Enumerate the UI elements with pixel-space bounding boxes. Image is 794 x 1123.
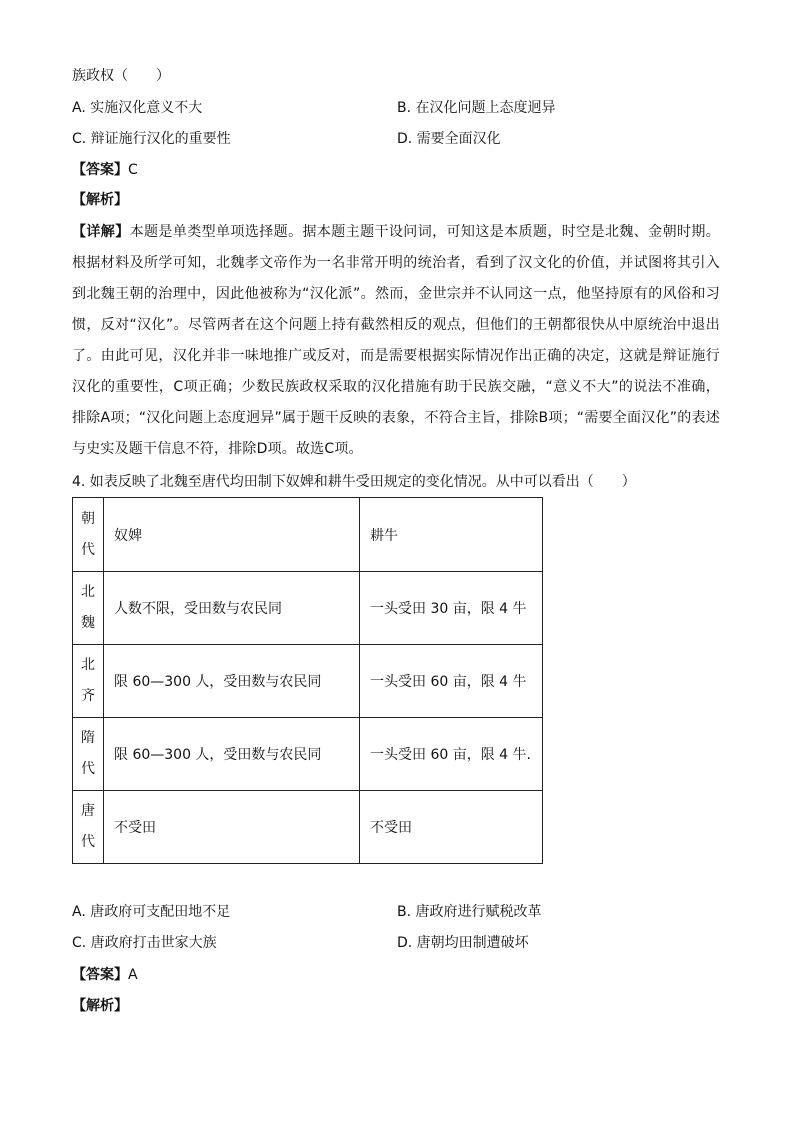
row-oxen-cell: 一头受田 60 亩，限 4 牛 [360, 645, 543, 718]
q4-option-c: C. 唐政府打击世家大族 [72, 935, 217, 951]
q3-answer-value: C [128, 162, 138, 178]
row-era-char-2: 代 [81, 761, 95, 777]
q3-option-d: D. 需要全面汉化 [397, 131, 501, 147]
row-era-cell [73, 718, 104, 791]
header-slaves-cell: 奴婢 [104, 498, 360, 572]
row-oxen-cell: 一头受田 30 亩，限 4 牛 [360, 572, 543, 645]
row-era-char-1: 隋 [81, 730, 95, 746]
q4-option-a: A. 唐政府可支配田地不足 [72, 904, 231, 920]
row-slaves-cell: 人数不限，受田数与农民同 [104, 572, 360, 645]
q4-answer-label: 【答案】 [72, 967, 128, 983]
q4-answer [72, 965, 138, 985]
q3-option-a: A. 实施汉化意义不大 [72, 100, 203, 116]
q3-analysis-label [72, 190, 128, 210]
row-era-char-2: 代 [81, 834, 95, 850]
land-allocation-table [72, 497, 543, 864]
header-era-char-1: 朝 [81, 510, 95, 527]
row-era-char-2: 齐 [81, 688, 95, 704]
q3-answer-label: 【答案】 [72, 162, 128, 178]
q3-answer [72, 160, 138, 180]
row-era-char-1: 北 [81, 657, 95, 673]
q3-analysis-heading: 【解析】 [72, 192, 128, 208]
q3-option-b: B. 在汉化问题上态度迥异 [397, 100, 556, 116]
q3-detail-text: 本题是单类型单项选择题。据本题主题干设问词，可知这是本质题，时空是北魏、金朝时期。根据材料及所学可知，北魏孝文帝作为一名非常开明的统治者，看到了汉文化的价值，并试图将其引入到北魏王朝的治理中，因此他被称为“汉化派”。然而，金世宗并不认同这一点，他坚持原有的风俗和习惯，反对“汉化”。尽管两者在这个问题上持有截然相反的观点，但他们的王朝都很快从中原统治中退出了。由此可见，汉化并非一味地推广或反对，而是需要根据实际情况作出正确的决定，这就是辩证施行汉化的重要性，C项正确；少数民族政权采取的汉化措施有助于民族交融，“意义不大”的说法不准确，排除A项；“汉化问题上态度迥异”属于题干反映的表象，不符合主旨，排除B项；“需要全面汉化”的表述与史实及题干信息不符，排除D项。故选C项。 [72, 224, 720, 457]
row-era-char-1: 北 [81, 584, 95, 600]
q4-option-d: D. 唐朝均田制遭破坏 [397, 935, 529, 951]
q4-answer-value: A [128, 967, 138, 983]
q4-option-b: B. 唐政府进行赋税改革 [397, 904, 542, 920]
table-row [73, 572, 543, 645]
table-row [73, 718, 543, 791]
q4-analysis-heading: 【解析】 [72, 998, 128, 1014]
table-row [73, 791, 543, 864]
header-era-cell [73, 498, 104, 572]
header-era-char-2: 代 [81, 541, 95, 558]
row-era-char-1: 唐 [81, 803, 95, 819]
row-era-char-2: 魏 [81, 615, 95, 631]
row-slaves-cell: 限 60—300 人，受田数与农民同 [104, 718, 360, 791]
header-oxen-cell: 耕牛 [360, 498, 543, 572]
question-3-stem-tail: 族政权（ ） [72, 68, 170, 84]
question-4-stem: 4. 如表反映了北魏至唐代均田制下奴婢和耕牛受田规定的变化情况。从中可以看出（ ） [72, 474, 636, 490]
row-era-cell [73, 572, 104, 645]
row-era-cell [73, 791, 104, 864]
row-slaves-cell: 限 60—300 人，受田数与农民同 [104, 645, 360, 718]
table-header-row [73, 498, 543, 572]
table-row [73, 645, 543, 718]
q3-option-c: C. 辩证施行汉化的重要性 [72, 131, 231, 147]
row-slaves-cell: 不受田 [104, 791, 360, 864]
row-era-cell [73, 645, 104, 718]
q4-analysis-label [72, 996, 128, 1016]
q3-detail-label: 【详解】 [72, 224, 130, 240]
q3-detail-paragraph [72, 217, 720, 465]
row-oxen-cell: 一头受田 60 亩，限 4 牛. [360, 718, 543, 791]
row-oxen-cell: 不受田 [360, 791, 543, 864]
